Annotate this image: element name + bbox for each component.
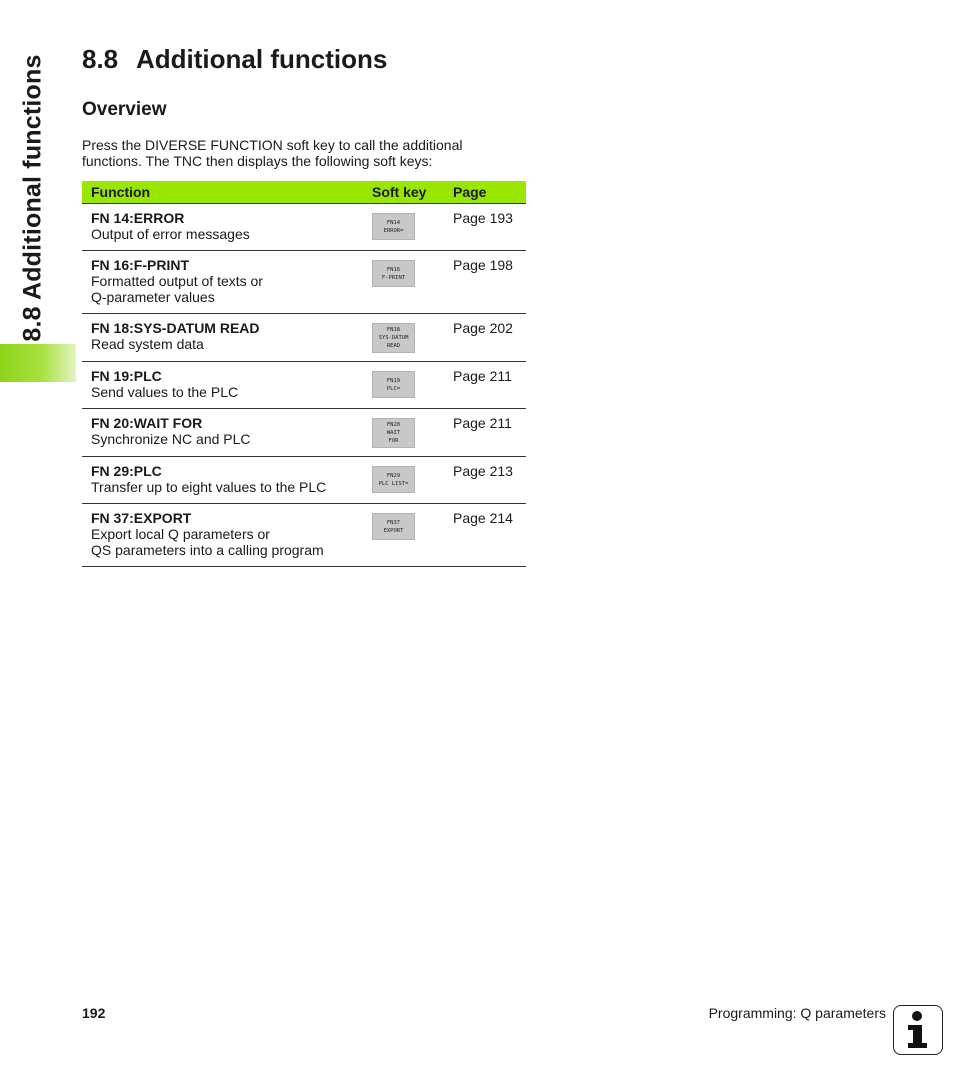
softkey-cell — [363, 314, 444, 362]
softkey-cell — [363, 204, 444, 251]
function-name: FN 14:ERROR — [91, 210, 185, 226]
softkey-label: SYS-DATUM — [378, 335, 409, 341]
table-row — [82, 251, 526, 314]
table-row — [82, 409, 526, 457]
function-cell — [82, 457, 363, 504]
softkey-label: FN29 — [386, 472, 401, 479]
softkey-label: FOR — [388, 438, 399, 444]
intro-paragraph: Press the DIVERSE FUNCTION soft key to call the additional functions. The TNC then displays the following soft keys: — [82, 137, 463, 169]
side-chapter-title — [14, 52, 52, 344]
function-cell — [82, 504, 363, 567]
function-name: FN 29:PLC — [91, 463, 162, 479]
function-name: FN 16:F-PRINT — [91, 257, 189, 273]
info-icon — [893, 1005, 943, 1055]
side-chapter-title-text: 8.8 Additional functions — [18, 54, 47, 342]
softkey-button — [372, 513, 415, 540]
softkey-cell — [363, 504, 444, 567]
function-description: Export local Q parameters or — [91, 526, 270, 542]
function-description: Send values to the PLC — [91, 384, 239, 400]
page-ref: Page 198 — [444, 251, 526, 314]
softkey-label: ERROR= — [383, 227, 404, 234]
function-description: QS parameters into a calling program — [91, 542, 324, 558]
function-name: FN 37:EXPORT — [91, 510, 192, 526]
softkey-label: FN14 — [386, 219, 401, 226]
softkey-label: FN19 — [386, 377, 401, 384]
softkey-button — [372, 466, 415, 493]
function-name: FN 20:WAIT FOR — [91, 415, 203, 431]
function-description: Transfer up to eight values to the PLC — [91, 479, 327, 495]
function-description: Q-parameter values — [91, 289, 215, 305]
softkey-button — [372, 323, 415, 353]
softkey-label: FN16 — [386, 266, 401, 273]
softkey-button — [372, 260, 415, 287]
table-row — [82, 314, 526, 362]
function-cell — [82, 362, 363, 409]
function-description: Read system data — [91, 336, 204, 352]
page-ref: Page 214 — [444, 504, 526, 567]
function-description: Synchronize NC and PLC — [91, 431, 251, 447]
section-title-text: Additional functions — [136, 44, 388, 74]
softkey-label: EXPORT — [383, 527, 404, 534]
softkey-cell — [363, 457, 444, 504]
softkey-label: READ — [386, 343, 401, 349]
function-cell — [82, 204, 363, 251]
softkey-button — [372, 418, 415, 448]
function-cell — [82, 409, 363, 457]
chapter-footer: Programming: Q parameters — [708, 1005, 886, 1021]
softkey-label: WAIT — [386, 430, 401, 436]
header-function: Function — [82, 181, 363, 204]
table-row — [82, 204, 526, 251]
softkey-button — [372, 213, 415, 240]
page-ref: Page 211 — [444, 362, 526, 409]
function-cell — [82, 314, 363, 362]
header-page: Page — [444, 181, 526, 204]
functions-table — [82, 181, 526, 567]
softkey-label: PLC= — [386, 385, 401, 392]
header-softkey: Soft key — [363, 181, 444, 204]
page-number: 192 — [82, 1005, 106, 1021]
subsection-title: Overview — [82, 99, 167, 120]
page-ref: Page 193 — [444, 204, 526, 251]
softkey-label: PLC LIST= — [378, 480, 409, 487]
function-name: FN 19:PLC — [91, 368, 162, 384]
table-row — [82, 504, 526, 567]
function-name: FN 18:SYS-DATUM READ — [91, 320, 260, 336]
softkey-cell — [363, 251, 444, 314]
softkey-button — [372, 371, 415, 398]
page-ref: Page 211 — [444, 409, 526, 457]
softkey-label: FN37 — [386, 519, 401, 526]
table-header-row — [82, 181, 526, 204]
softkey-label: F-PRINT — [381, 274, 406, 281]
softkey-label: FN20 — [386, 422, 401, 428]
page-ref: Page 213 — [444, 457, 526, 504]
softkey-cell — [363, 409, 444, 457]
section-title — [82, 44, 387, 75]
softkey-cell — [363, 362, 444, 409]
function-description: Formatted output of texts or — [91, 273, 263, 289]
section-number: 8.8 — [82, 44, 119, 74]
table-row — [82, 362, 526, 409]
page-ref: Page 202 — [444, 314, 526, 362]
softkey-label: FN18 — [386, 327, 401, 333]
function-cell — [82, 251, 363, 314]
table-row — [82, 457, 526, 504]
side-tab-marker — [0, 344, 76, 382]
function-description: Output of error messages — [91, 226, 250, 242]
